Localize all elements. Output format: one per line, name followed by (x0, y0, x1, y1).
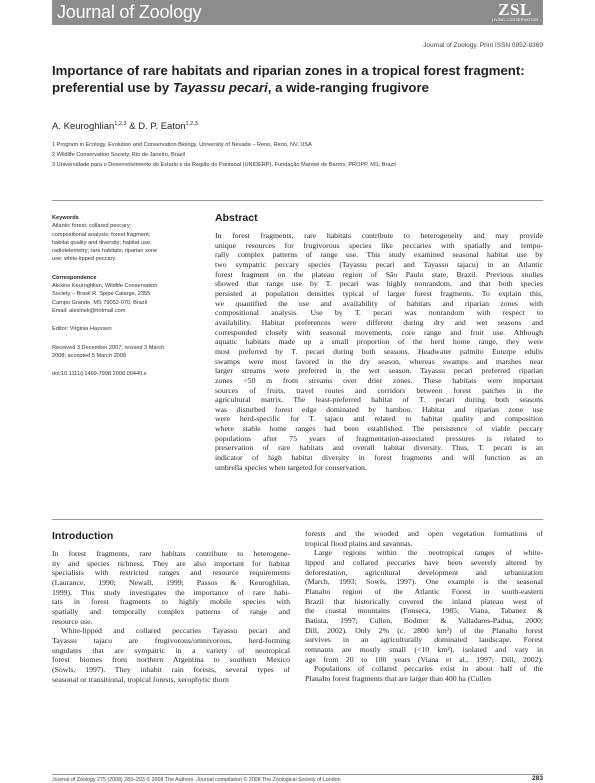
correspondence-block (52, 274, 202, 315)
abstract-line: was disturbed forest edge dominated by bamboo. Habitat and riparian zone use (215, 404, 543, 414)
introduction-line: Brazil that historically covered the inland plateau west of (305, 596, 543, 606)
author-2-affil: 1,2,3 (185, 121, 198, 127)
introduction-line: (Laurance, 1990; Newall, 1999; Passos & Keuroghlian, (52, 577, 290, 587)
abstract-line: were herd-specific for T. tajacu and related to habitat quality and composition (215, 414, 543, 424)
introduction-line: the coastal mountains (Fonseca, 1985; Viana, Tabanez & (305, 606, 543, 616)
introduction-line: Tayassu tajacu are frugivorous/omnivorous, herd-forming (52, 635, 290, 645)
footer-citation: Journal of Zoology 275 (2008) 283–293 © 2008 The Authors. Journal compilation © 2008 The Zoological Society of London (52, 777, 341, 783)
editor-line: Editor: Virginia Hayssen (52, 326, 112, 333)
affiliation: 2 Wildlife Conservation Society, Rio de Janeiro, Brazil (52, 152, 185, 158)
abstract-line: larger streams were preferred in the wet season. Tayassu pecari preferred riparian (215, 366, 543, 376)
introduction-line: ungulates that are sympatric in a variety of neotropical (52, 645, 290, 655)
author-1-affil: 1,2,3 (114, 121, 127, 127)
introduction-line: forest biomes from northern Argentina to southern Mexico (52, 655, 290, 665)
author-separator: & (126, 121, 139, 133)
abstract-line: we quantified the use and availability of habitats and riparian zones with (215, 298, 543, 308)
abstract-line: unique resources for frugivorous species like peccaries with spatially and tempo- (215, 240, 543, 250)
title-part1: Importance of rare habitats and riparian zones in a tropical forest fragment: preferential use by (52, 63, 525, 95)
introduction-line: age from 20 to 100 years (Viana et al., 1997; Dill, 2002). (305, 654, 543, 664)
introduction-line: tats in forest fragments to highly mobile species with (52, 597, 290, 607)
abstract-heading: Abstract (215, 212, 258, 224)
introduction-line: deforestation, agricultural development and urbanization (305, 567, 543, 577)
abstract-line: sources of fruits, travel routes and corridors between forest patches in the (215, 385, 543, 395)
abstract-line: populations after 75 years of fragmentation-associated pressures is related to (215, 433, 543, 443)
keywords-line: radiotelemetry; rare habitats; riparian zone (52, 248, 158, 255)
introduction-line: ity and species richness. They are also important for habitat (52, 558, 290, 568)
title-italic: Tayassu pecari (172, 80, 268, 95)
introduction-line: forests and the wooded and open vegetation formations of (305, 529, 543, 538)
affiliations (52, 140, 542, 170)
introduction-line: specialists with restricted ranges and resource requirements (52, 568, 290, 578)
correspondence-line: Society – Brasil R. Spipe Calarge, 2355 (52, 291, 151, 298)
abstract-body (215, 231, 543, 472)
abstract-line: showed that range use by T. pecari was highly nonrandom, and that both species (215, 279, 543, 289)
abstract-line: persisted at population densities typical of larger forest fragments. To explain this, (215, 288, 543, 298)
keywords-line: use; white-lipped peccary. (52, 256, 117, 263)
introduction-line: Batista, 1997; Cullen, Bodmer & Valladares-Padua, 2000; (305, 615, 543, 625)
introduction-line: Dill, 2002). Only 2% (c. 2800 km²) of the Planalto forest (305, 625, 543, 635)
introduction-right-column (305, 529, 543, 684)
affiliation: 1 Program in Ecology, Evolution and Conservation Biology, University of Nevada – Reno, Reno, NV, USA (52, 142, 312, 148)
title-part2: , a wide-ranging frugivore (267, 80, 429, 95)
abstract-line: preservation of rare habitats and overall habitat diversity. Thus, T. pecari is an (215, 443, 543, 453)
introduction-line: Large regions within the neotropical ranges of white- (314, 548, 543, 558)
doi-link[interactable]: doi:10.1111/j.1469-7998.2008.00440.x (52, 371, 147, 378)
doi-block (52, 370, 202, 378)
correspondence-line: Alexine Keuroghlian, Wildlife Conservation (52, 283, 158, 290)
abstract-line: two sympatric peccary species (Tayassu pecari and Tayassu tajacu) in an Atlantic (215, 259, 543, 269)
introduction-line: White-lipped and collared peccaries Tayassu pecari and (61, 626, 290, 636)
zsl-logo (491, 1, 539, 23)
abstract-line: agricultural matrix. The least-preferred habitat of T. pecari during both seasons (215, 395, 543, 405)
received-line: Received 3 December 2007; revised 3 March (52, 344, 165, 351)
author-2: D. P. Eaton (138, 121, 186, 133)
abstract-line: indicator of high habitat diversity in forest fragments and will function as an (215, 453, 543, 463)
correspondence-line: Campo Grande, MS 79052-070, Brazil (52, 299, 148, 306)
introduction-left-column (52, 549, 290, 684)
abstract-line: aquatic habitats made up a small proportion of the herd home range, they were (215, 337, 543, 347)
correspondence-email[interactable]: Email: alexinek@hotmail.com (52, 307, 126, 314)
abstract-line: compositional analysis. Use by T. pecari was nonrandom with respect to (215, 308, 543, 318)
keywords-line: habitat quality and diversity; habitat use; (52, 239, 152, 246)
abstract-line: rally complex patterns of range use. This study examined seasonal habitat use by (215, 250, 543, 260)
abstract-line: swamps were most favored in the dry season, whereas swamps and marshes near (215, 356, 543, 366)
abstract-line: most preferred by T. pecari during both seasons. Headwater palmito Euterpe edulis (215, 346, 543, 356)
introduction-line: (March, 1993; Sowls, 1997). One example is the seasonal (305, 577, 543, 587)
divider (52, 200, 543, 201)
received-line: 2008; accepted 5 March 2008 (52, 352, 127, 359)
correspondence-heading: Correspondence (52, 274, 97, 281)
journal-name: Journal of Zoology (57, 2, 202, 22)
dates-block (52, 344, 202, 361)
abstract-line: zones <50 m from streams over drier zones. These habitats were important (215, 375, 543, 385)
introduction-line: lipped and collared peccaries have been severely altered by (305, 557, 543, 567)
introduction-heading: Introduction (52, 530, 114, 542)
issn-line: Journal of Zoology. Print ISSN 0952-8369 (423, 42, 543, 49)
article-info-sidebar (52, 214, 202, 388)
introduction-line: seasonal or transitional, tropical forests, xerophytic thorn (52, 674, 229, 684)
introduction-line: Planalto forest fragments that are larger than 400 ha (Cullen (305, 673, 492, 683)
keywords-heading: Keywords (52, 215, 79, 221)
footer-divider (52, 774, 543, 775)
keywords-line: Atlantic forest; collared peccary; (52, 223, 132, 230)
author-list (52, 121, 198, 132)
introduction-line: remnants are mostly small (<10 km²), isolated and vary in (305, 644, 543, 654)
introduction-line: spatially and temporally complex patterns of range and (52, 606, 290, 616)
keywords-block (52, 214, 202, 264)
abstract-line: forest fragment on the plateau region of São Paulo state, Brazil. Previous studies (215, 269, 543, 279)
abstract-line: In forest fragments, rare habitats contribute to heterogeneity and may provide (215, 231, 543, 240)
affiliation: 3 Universidade para o Desenvolvimento do Estado e da Região do Pantanal (UNIDERP), Fundação Manoel de Barros, PROPP, MS, Brazil (52, 162, 396, 168)
introduction-line: resource use. (52, 616, 93, 626)
zsl-logo-text: ZSL (498, 0, 532, 19)
abstract-line: umbrella species when targeted for conservation. (215, 462, 367, 472)
keywords-line: compositional analysis; forest fragment; (52, 231, 151, 238)
article-title (52, 62, 532, 96)
author-1: A. Keuroghlian (52, 121, 115, 133)
abstract-line: availability. Habitat preferences were different during dry and wet seasons and (215, 317, 543, 327)
abstract-line: corresponded closely with seasonal movements, core range and fruit use. Although (215, 327, 543, 337)
introduction-line: 1999). This study investigates the importance of rare habi- (52, 587, 290, 597)
divider (52, 519, 543, 520)
introduction-line: In forest fragments, rare habitats contribute to heterogene- (52, 549, 290, 558)
introduction-line: Populations of collared peccaries exist in about half of the (314, 664, 543, 674)
page-number: 283 (532, 775, 543, 782)
journal-banner (52, 0, 543, 25)
introduction-line: tropical flood plains and savannas. (305, 538, 413, 548)
introduction-line: Planalto region of the Atlantic Forest in south-eastern (305, 586, 543, 596)
zsl-logo-subtext: LIVING CONSERVATION (491, 18, 539, 22)
introduction-line: survives in an agriculturally dominated landscape. Forest (305, 635, 543, 645)
editor-block (52, 325, 202, 333)
introduction-line: (Sowls, 1997). They inhabit rain forests, several types of (52, 664, 290, 674)
abstract-line: where stable home ranges had been established. The persistence of viable peccary (215, 424, 543, 434)
